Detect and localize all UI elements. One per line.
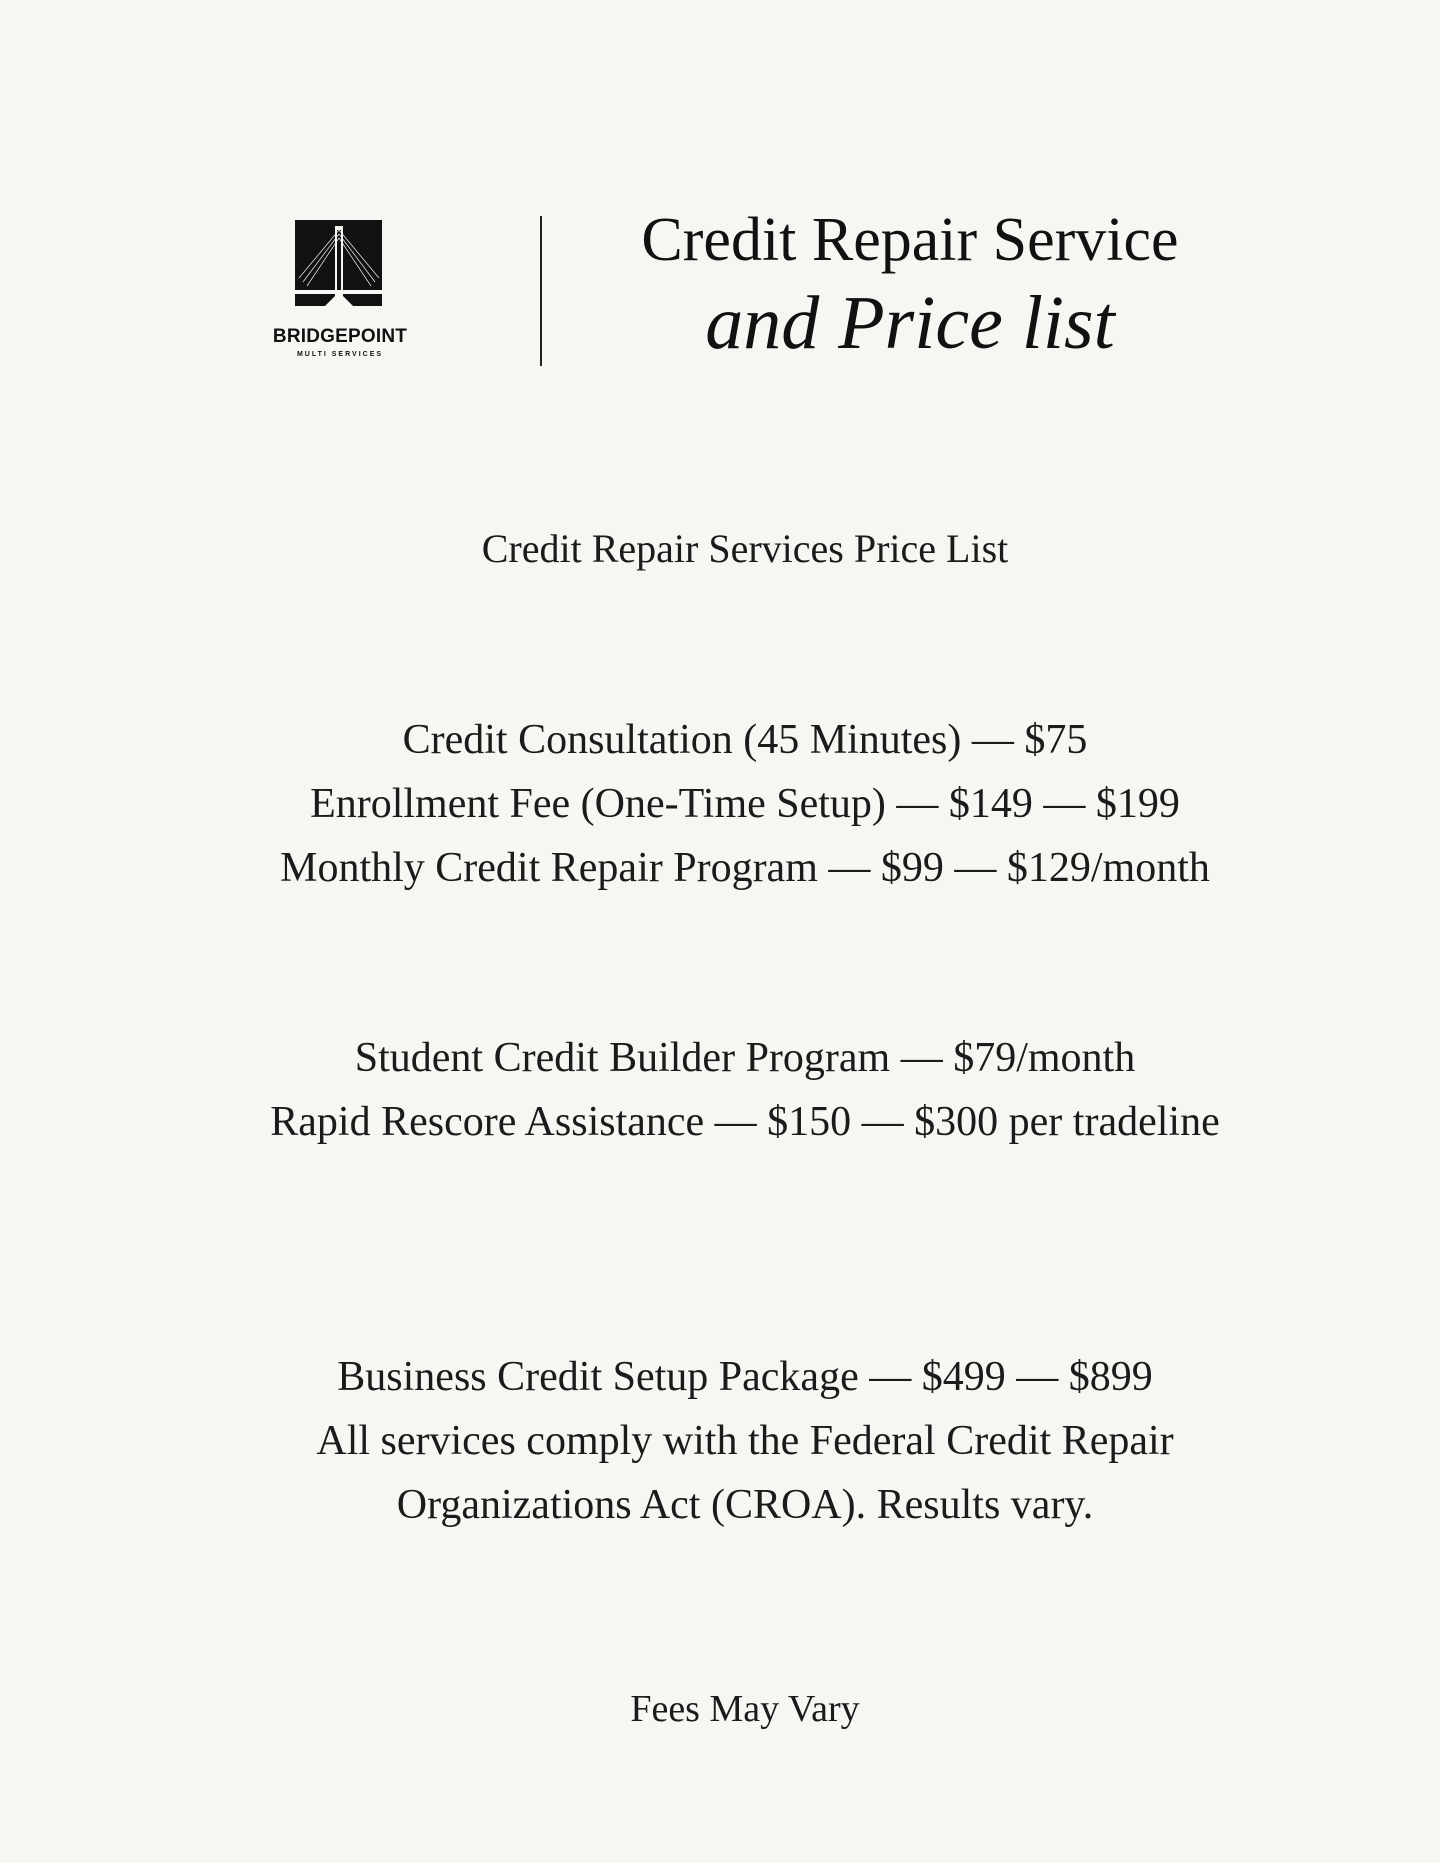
- price-item-consultation: Credit Consultation (45 Minutes) — $75: [402, 717, 1088, 763]
- logo-tagline: MULTI SERVICES: [296, 351, 384, 358]
- price-section-builder: [0, 1026, 1440, 1154]
- fees-note: Fees May Vary: [630, 1688, 860, 1730]
- price-list-heading: Credit Repair Services Price List: [481, 526, 1009, 571]
- company-logo: [260, 218, 420, 368]
- price-item-student-builder: Student Credit Builder Program — $79/month: [354, 1035, 1136, 1081]
- header: [0, 0, 1440, 400]
- logo-name: BRIDGEPOINT: [272, 326, 408, 347]
- price-item-rapid-rescore: Rapid Rescore Assistance — $150 — $300 per tradeline: [270, 1099, 1220, 1145]
- page-title: Credit Repair Service: [641, 206, 1179, 274]
- price-item-monthly-program: Monthly Credit Repair Program — $99 — $129/month: [280, 845, 1210, 891]
- page-title-script: and Price list: [705, 281, 1115, 365]
- header-divider: [540, 216, 542, 366]
- price-item-business-credit: Business Credit Setup Package — $499 — $899: [337, 1354, 1153, 1400]
- price-section-core: [0, 708, 1440, 900]
- price-section-business: [0, 1345, 1440, 1537]
- compliance-note: All services comply with the Federal Credit Repair Organizations Act (CROA). Results vary.: [316, 1418, 1174, 1528]
- price-item-enrollment: Enrollment Fee (One-Time Setup) — $149 — $199: [310, 781, 1180, 827]
- bridge-logo-icon: [295, 220, 382, 306]
